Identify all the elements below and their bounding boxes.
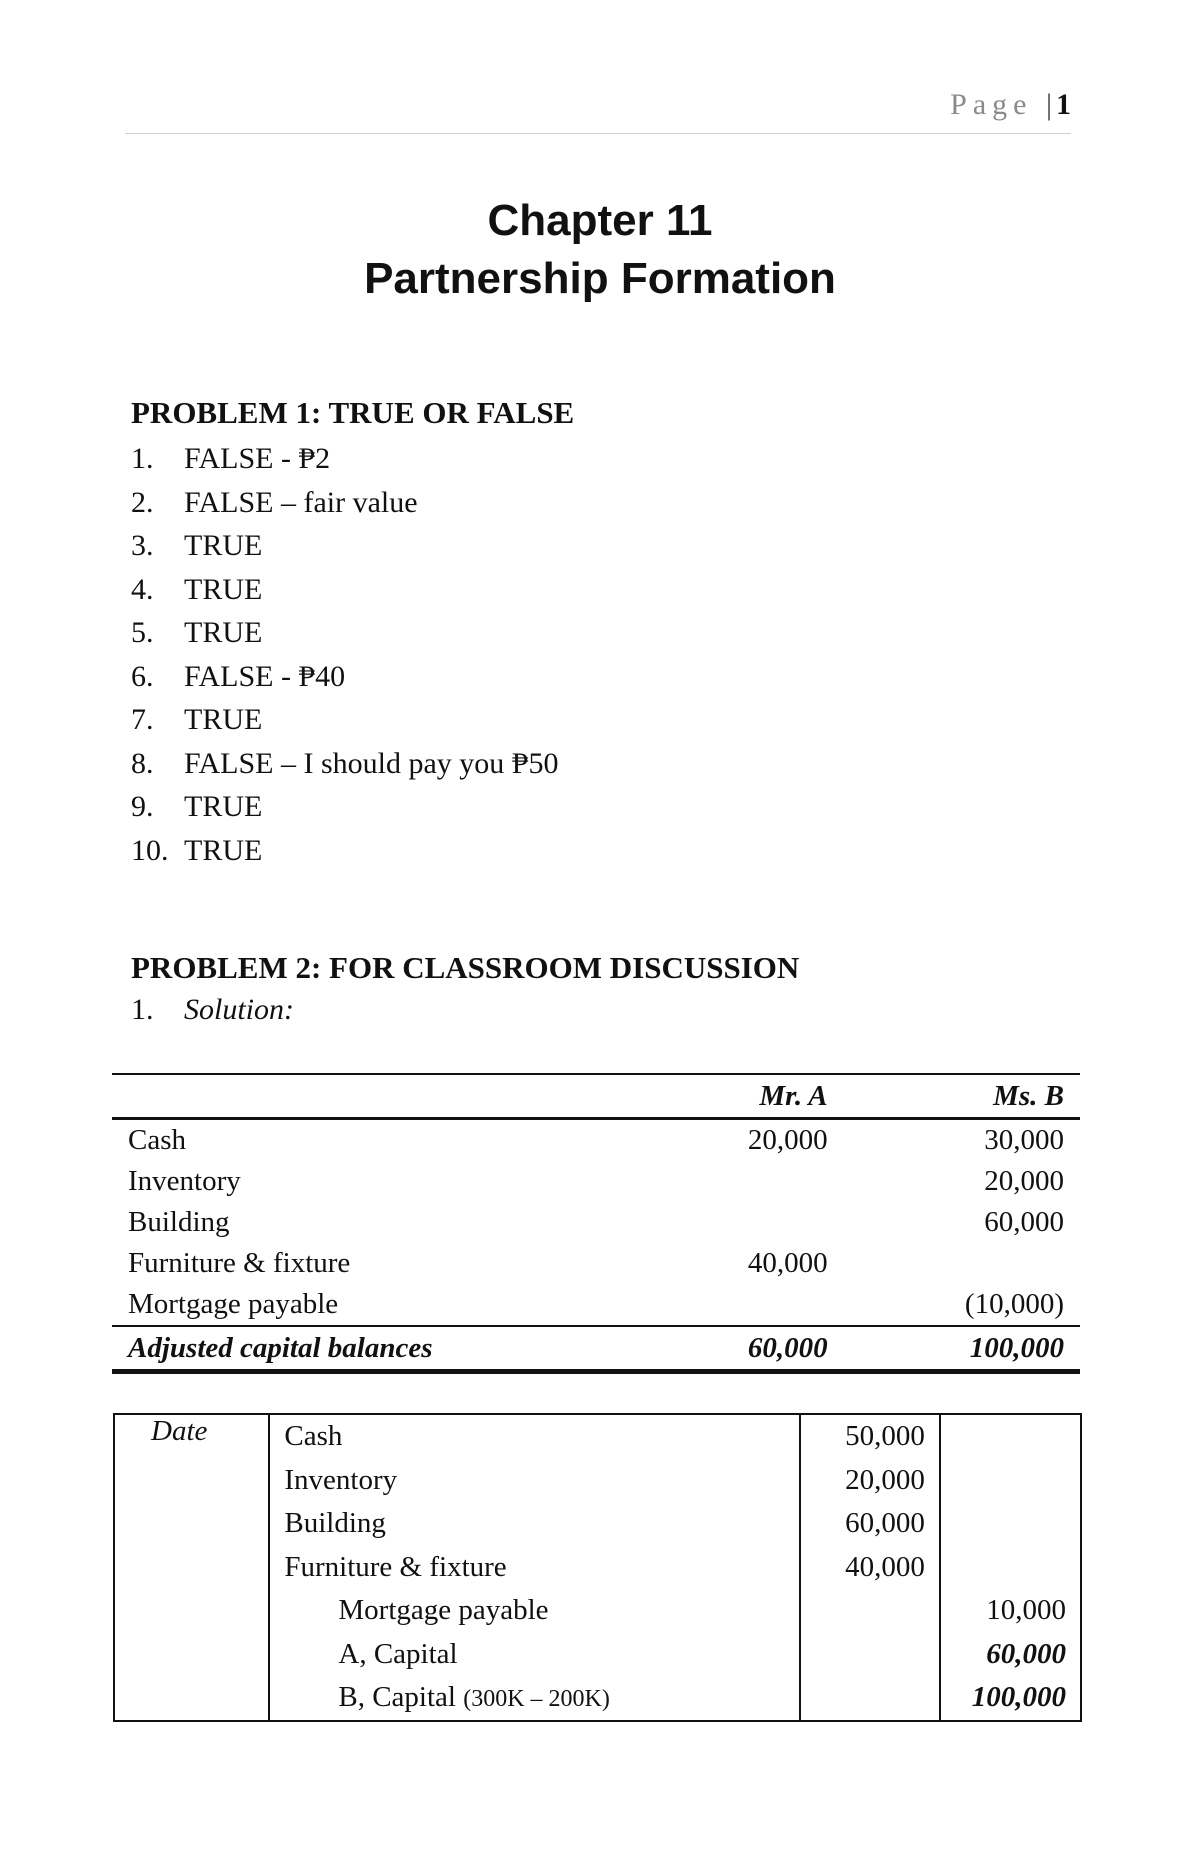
item-number: 9. — [131, 790, 154, 823]
ms-b-value: (10,000) — [964, 1288, 1064, 1320]
ms-b-value: 30,000 — [984, 1124, 1064, 1156]
mr-a-total: 60,000 — [624, 1326, 844, 1372]
ms-b-value: 60,000 — [984, 1206, 1064, 1238]
credit-amount: 100,000 — [940, 1676, 1081, 1721]
list-item — [131, 524, 558, 568]
item-answer: FALSE - ₱40 — [184, 659, 346, 693]
credit-amount: 10,000 — [940, 1589, 1081, 1633]
account-cell — [269, 1633, 799, 1677]
item-number: 3. — [131, 529, 154, 562]
item-answer: FALSE – I should pay you ₱50 — [184, 746, 559, 780]
debit-amount: 60,000 — [800, 1502, 940, 1546]
account-name: Mortgage payable — [338, 1594, 549, 1627]
item-number: 8. — [131, 746, 154, 780]
solution-label — [131, 993, 294, 1027]
item-answer: TRUE — [184, 833, 263, 867]
table-row — [112, 1243, 1080, 1284]
mr-a-value — [624, 1161, 844, 1202]
debit-amount — [800, 1589, 940, 1633]
row-label: Mortgage payable — [128, 1288, 339, 1320]
list-item — [131, 698, 558, 742]
credit-amount — [940, 1414, 1081, 1459]
item-number: 2. — [131, 485, 154, 519]
debit-amount: 20,000 — [800, 1459, 940, 1503]
credit-amount — [940, 1459, 1081, 1503]
date-cell: Date — [114, 1414, 269, 1721]
column-header-blank — [112, 1074, 624, 1119]
mr-a-value — [624, 1284, 844, 1326]
item-number: 5. — [131, 616, 154, 649]
account-note: (300K – 200K) — [463, 1686, 610, 1713]
row-label: Cash — [128, 1124, 186, 1156]
account-cell — [269, 1676, 799, 1721]
table-header-row — [112, 1074, 1080, 1119]
item-number: 1. — [131, 442, 154, 475]
item-answer: TRUE — [184, 703, 263, 736]
mr-a-value: 20,000 — [747, 1124, 828, 1156]
debit-amount: 40,000 — [800, 1546, 940, 1590]
debit-amount — [800, 1633, 940, 1677]
item-number: 7. — [131, 703, 154, 736]
table-row — [112, 1161, 1080, 1202]
account-cell — [269, 1589, 799, 1633]
item-number: 4. — [131, 572, 154, 606]
debit-amount — [800, 1676, 940, 1721]
column-header-ms-b: Ms. B — [844, 1074, 1080, 1119]
journal-entry-table — [113, 1413, 1082, 1722]
solution-text: Solution: — [184, 993, 294, 1026]
page-separator: | — [1045, 88, 1052, 121]
total-row — [112, 1326, 1080, 1372]
problem2-heading: PROBLEM 2: FOR CLASSROOM DISCUSSION — [131, 950, 800, 985]
ms-b-value — [844, 1243, 1080, 1284]
item-answer: FALSE – fair value — [184, 485, 418, 519]
account-name: Building — [269, 1502, 799, 1546]
ms-b-total: 100,000 — [844, 1326, 1080, 1372]
item-answer: TRUE — [184, 790, 263, 823]
list-item — [131, 568, 558, 612]
list-item — [131, 481, 558, 525]
row-label: Inventory — [128, 1165, 241, 1197]
account-name: Furniture & fixture — [269, 1546, 799, 1590]
row-label: Building — [128, 1206, 230, 1238]
account-name: A, Capital — [338, 1637, 458, 1670]
list-item — [131, 437, 558, 481]
item-number: 6. — [131, 659, 154, 693]
account-name: B, Capital — [338, 1681, 456, 1714]
account-name: Inventory — [269, 1459, 799, 1503]
list-item — [131, 829, 558, 873]
account-name: Cash — [269, 1414, 799, 1459]
mr-a-value — [624, 1202, 844, 1243]
problem1-answer-list — [131, 437, 558, 872]
chapter-title: Chapter 11 — [487, 196, 713, 245]
ms-b-value: 20,000 — [984, 1165, 1064, 1197]
journal-line — [114, 1414, 1081, 1459]
list-item — [131, 785, 558, 829]
table-row — [112, 1202, 1080, 1243]
credit-amount: 60,000 — [940, 1633, 1081, 1677]
item-answer: TRUE — [184, 529, 263, 562]
list-item — [131, 611, 558, 655]
list-item — [131, 742, 558, 786]
debit-amount: 50,000 — [800, 1414, 940, 1459]
item-answer: FALSE - ₱2 — [184, 442, 331, 475]
credit-amount — [940, 1502, 1081, 1546]
table-row — [112, 1119, 1080, 1162]
row-label: Furniture & fixture — [128, 1247, 351, 1279]
total-label: Adjusted capital balances — [112, 1326, 624, 1372]
chapter-subtitle: Partnership Formation — [364, 254, 836, 303]
item-number: 1. — [131, 993, 154, 1026]
item-answer: TRUE — [184, 616, 263, 649]
item-number: 10. — [131, 833, 169, 867]
problem1-heading: PROBLEM 1: TRUE OR FALSE — [131, 395, 575, 430]
page-word: Page — [950, 88, 1033, 121]
mr-a-value: 40,000 — [747, 1247, 828, 1279]
list-item — [131, 655, 558, 699]
page-number: 1 — [1056, 88, 1071, 121]
item-answer: TRUE — [184, 572, 263, 606]
credit-amount — [940, 1546, 1081, 1590]
column-header-mr-a: Mr. A — [624, 1074, 844, 1119]
header-divider — [125, 133, 1071, 134]
page-header — [125, 88, 1071, 122]
capital-balances-table — [112, 1073, 1080, 1374]
table-row — [112, 1284, 1080, 1326]
